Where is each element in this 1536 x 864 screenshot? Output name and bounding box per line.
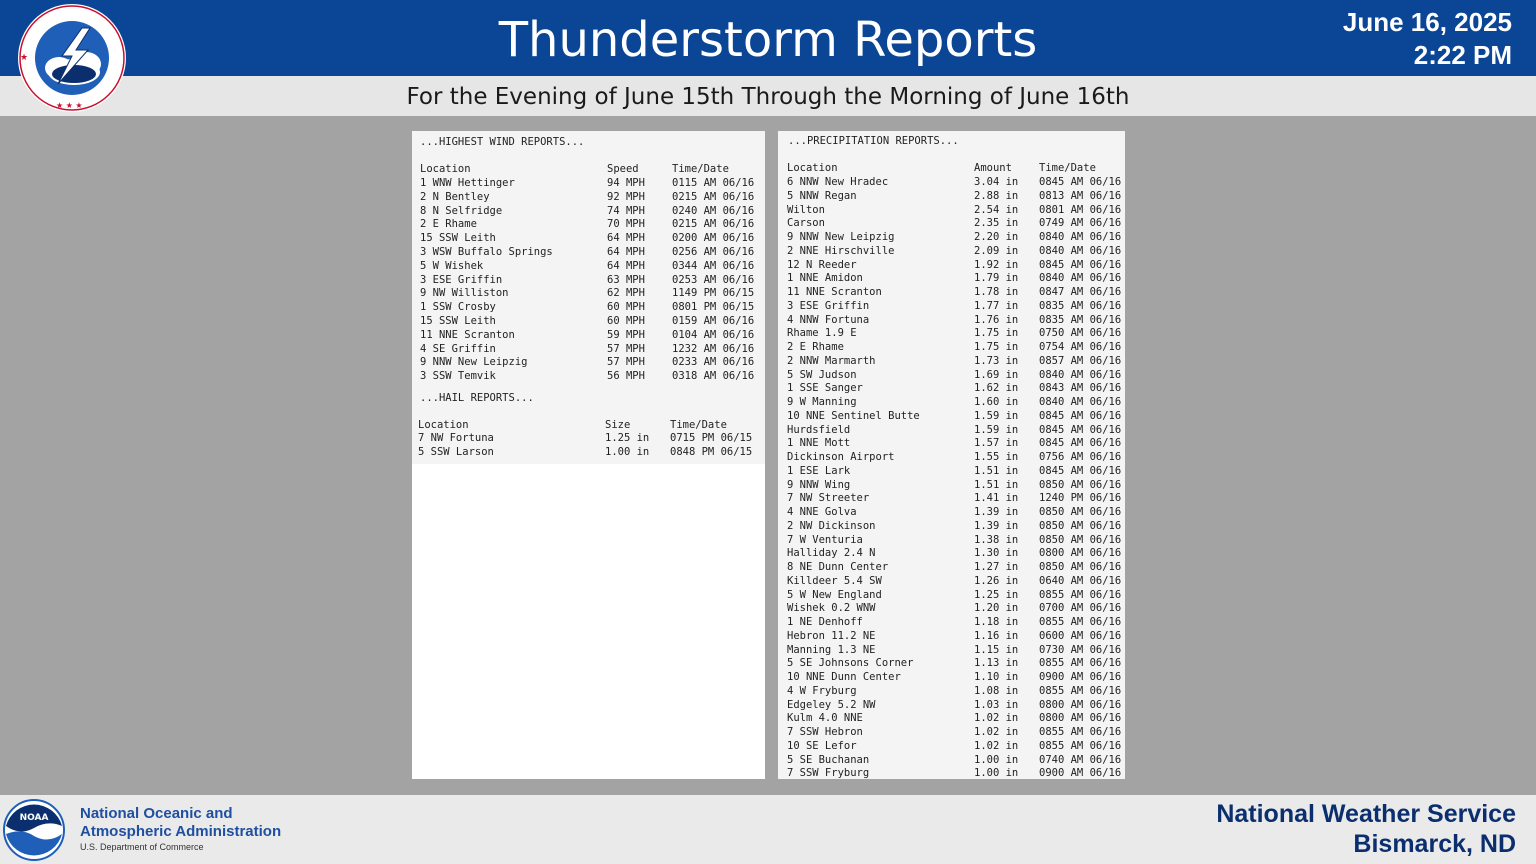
nws-logo-icon (12, 2, 132, 114)
wind-cell-time: 0200 AM 06/16 (672, 232, 755, 245)
precip-cell-value: 1.03 in (974, 698, 1019, 711)
wind-cell-location: 3 ESE Griffin (420, 273, 503, 286)
wind-col-time: Time/Date (672, 163, 729, 175)
precip-section-title: ...PRECIPITATION REPORTS... (788, 135, 959, 147)
precip-cell-value: 2.20 in (974, 231, 1019, 243)
precip-cell-time: 0840 AM 06/16 (1039, 368, 1122, 381)
precip-cell-location: 1 NNE Amidon (787, 272, 863, 285)
precip-col-time: Time/Date (1039, 162, 1096, 174)
precip-cell-value: 1.10 in (974, 671, 1019, 683)
precip-cell-value: 1.26 in (974, 574, 1019, 587)
precip-cell-time: 0845 AM 06/16 (1039, 409, 1122, 422)
wind-cell-location: 8 N Selfridge (420, 204, 503, 217)
precip-cell-time: 0600 AM 06/16 (1039, 629, 1122, 642)
precip-cell-location: Carson (787, 217, 825, 230)
hail-cell-location: 7 NW Fortuna (418, 432, 494, 444)
wind-cell-value: 62 MPH (607, 287, 645, 300)
precip-cell-value: 1.60 in (974, 396, 1019, 408)
precip-cell-time: 0845 AM 06/16 (1039, 423, 1122, 436)
precip-cell-location: 1 NE Denhoff (787, 616, 863, 628)
precip-cell-time: 0847 AM 06/16 (1039, 286, 1122, 298)
wind-cell-location: 15 SSW Leith (420, 232, 496, 245)
precip-cell-value: 1.75 in (974, 327, 1019, 340)
precip-cell-time: 0840 AM 06/16 (1039, 244, 1122, 257)
wind-cell-value: 64 MPH (607, 246, 645, 258)
page-title: Thunderstorm Reports (498, 12, 1038, 68)
precip-cell-location: 11 NNE Scranton (787, 286, 882, 298)
precip-cell-location: Killdeer 5.4 SW (787, 574, 882, 587)
precip-cell-location: 4 NNW Fortuna (787, 313, 870, 326)
wind-cell-location: 11 NNE Scranton (420, 328, 515, 341)
precip-cell-value: 1.78 in (974, 286, 1019, 298)
wind-cell-time: 0104 AM 06/16 (672, 328, 755, 341)
noaa-logo-icon (2, 798, 66, 862)
precip-cell-location: Halliday 2.4 N (787, 547, 876, 560)
precip-cell-time: 0850 AM 06/16 (1039, 506, 1122, 518)
hail-cell-value: 1.25 in (605, 432, 650, 444)
precip-cell-location: 10 SE Lefor (787, 739, 857, 752)
precip-cell-time: 0850 AM 06/16 (1039, 533, 1122, 546)
precip-cell-location: Hurdsfield (787, 423, 851, 436)
precip-cell-time: 0730 AM 06/16 (1039, 643, 1122, 656)
wind-cell-time: 0256 AM 06/16 (672, 246, 755, 258)
precip-cell-location: 9 NNW New Leipzig (787, 231, 895, 243)
noaa-name-line2: Atmospheric Administration (80, 823, 282, 840)
precip-cell-location: Wishek 0.2 WNW (787, 602, 876, 615)
precip-cell-location: 2 NW Dickinson (787, 519, 876, 532)
wind-col-location: Location (420, 163, 471, 175)
hail-col-size: Size (605, 419, 631, 431)
precip-cell-location: 9 W Manning (787, 396, 857, 408)
precip-cell-time: 0700 AM 06/16 (1039, 602, 1122, 615)
precip-cell-value: 1.92 in (974, 258, 1019, 271)
precip-cell-time: 0754 AM 06/16 (1039, 341, 1122, 353)
office-line1: National Weather Service (1216, 800, 1516, 828)
wind-cell-location: 2 E Rhame (420, 218, 477, 231)
precip-cell-value: 1.02 in (974, 712, 1019, 725)
page-subtitle: For the Evening of June 15th Through the Morning of June 16th (406, 84, 1130, 110)
precip-cell-time: 0857 AM 06/16 (1039, 354, 1122, 367)
precip-cell-time: 0850 AM 06/16 (1039, 561, 1122, 573)
precip-cell-value: 2.09 in (974, 244, 1019, 257)
precip-cell-value: 1.30 in (974, 547, 1019, 560)
precip-cell-time: 0855 AM 06/16 (1039, 684, 1122, 697)
precip-cell-time: 0855 AM 06/16 (1039, 657, 1122, 670)
wind-cell-time: 0159 AM 06/16 (672, 315, 755, 327)
precip-cell-time: 0900 AM 06/16 (1039, 671, 1122, 683)
precip-cell-location: 7 W Venturia (787, 533, 863, 546)
hail-section-title: ...HAIL REPORTS... (420, 392, 534, 404)
date-time (1343, 6, 1512, 72)
precip-cell-location: 7 SSW Fryburg (787, 767, 870, 779)
time-text: 2:22 PM (1413, 40, 1512, 70)
precip-cell-value: 1.79 in (974, 272, 1019, 285)
precip-cell-location: Wilton (787, 203, 825, 216)
precip-cell-value: 1.02 in (974, 739, 1019, 752)
subtitle-bar (0, 76, 1536, 116)
wind-cell-value: 64 MPH (607, 232, 645, 245)
precip-cell-time: 1240 PM 06/16 (1039, 492, 1122, 505)
wind-cell-value: 57 MPH (607, 342, 645, 355)
precip-cell-value: 1.27 in (974, 561, 1019, 573)
precip-cell-time: 0850 AM 06/16 (1039, 478, 1122, 491)
precip-cell-time: 0850 AM 06/16 (1039, 519, 1122, 532)
wind-cell-value: 64 MPH (607, 259, 645, 272)
precip-cell-value: 1.18 in (974, 616, 1019, 628)
precip-cell-location: 10 NNE Dunn Center (787, 671, 901, 683)
date-text: June 16, 2025 (1342, 7, 1512, 37)
noaa-name (80, 805, 281, 841)
wind-cell-value: 56 MPH (607, 370, 645, 383)
wind-cell-location: 15 SSW Leith (420, 315, 496, 327)
precip-cell-location: 5 SE Johnsons Corner (787, 657, 914, 670)
hail-cell-time: 0715 PM 06/15 (670, 432, 753, 444)
precip-cell-time: 0840 AM 06/16 (1039, 231, 1122, 243)
wind-col-speed: Speed (607, 163, 639, 175)
precip-cell-location: 7 NW Streeter (787, 492, 870, 505)
precip-cell-time: 0855 AM 06/16 (1039, 739, 1122, 752)
precip-cell-location: 4 NNE Golva (787, 506, 857, 518)
precip-cell-value: 1.08 in (974, 684, 1019, 697)
precip-cell-location: Edgeley 5.2 NW (787, 698, 876, 711)
precip-cell-value: 1.38 in (974, 533, 1019, 546)
wind-cell-location: 9 NW Williston (420, 287, 509, 300)
precip-cell-location: 4 W Fryburg (787, 684, 857, 697)
precip-cell-time: 0750 AM 06/16 (1039, 327, 1122, 340)
precip-cell-location: Rhame 1.9 E (787, 327, 857, 340)
wind-cell-value: 63 MPH (607, 273, 645, 286)
precip-cell-value: 1.51 in (974, 464, 1019, 477)
precip-cell-location: 3 ESE Griffin (787, 299, 870, 312)
precip-cell-value: 1.77 in (974, 299, 1019, 312)
precip-cell-value: 1.20 in (974, 602, 1019, 615)
precip-cell-time: 0800 AM 06/16 (1039, 712, 1122, 725)
precip-cell-time: 0840 AM 06/16 (1039, 396, 1122, 408)
wind-cell-location: 2 N Bentley (420, 190, 490, 203)
wind-hail-panel (412, 131, 765, 779)
precip-cell-value: 1.69 in (974, 368, 1019, 381)
precip-col-location: Location (787, 162, 838, 174)
precip-cell-value: 2.54 in (974, 203, 1019, 216)
precip-cell-location: 12 N Reeder (787, 258, 857, 271)
noaa-dept: U.S. Department of Commerce (80, 842, 204, 852)
wind-cell-time: 0215 AM 06/16 (672, 190, 755, 203)
precip-cell-time: 0800 AM 06/16 (1039, 698, 1122, 711)
precip-cell-value: 2.88 in (974, 189, 1019, 202)
precip-cell-time: 0900 AM 06/16 (1039, 767, 1122, 779)
precip-cell-value: 1.57 in (974, 437, 1019, 450)
precip-cell-value: 1.16 in (974, 629, 1019, 642)
precip-cell-location: 5 W New England (787, 588, 882, 601)
precip-cell-value: 1.00 in (974, 753, 1019, 766)
wind-cell-location: 1 SSW Crosby (420, 301, 496, 314)
wind-cell-time: 0253 AM 06/16 (672, 273, 755, 286)
precip-cell-location: 2 NNW Marmarth (787, 354, 876, 367)
precip-cell-value: 1.55 in (974, 451, 1019, 463)
precip-cell-location: Dickinson Airport (787, 451, 895, 463)
precip-cell-location: 5 SE Buchanan (787, 753, 870, 766)
precip-cell-location: 1 SSE Sanger (787, 382, 863, 395)
precip-cell-time: 0800 AM 06/16 (1039, 547, 1122, 560)
wind-cell-time: 0240 AM 06/16 (672, 204, 755, 217)
precip-cell-time: 0840 AM 06/16 (1039, 272, 1122, 285)
precip-panel (778, 131, 1125, 779)
precip-cell-value: 1.02 in (974, 726, 1019, 738)
header-bar (0, 0, 1536, 76)
precip-cell-location: 5 NNW Regan (787, 189, 857, 202)
precip-cell-value: 1.59 in (974, 423, 1019, 436)
precip-cell-time: 0835 AM 06/16 (1039, 299, 1122, 312)
wind-cell-time: 0233 AM 06/16 (672, 356, 755, 369)
precip-cell-time: 0845 AM 06/16 (1039, 464, 1122, 477)
hail-col-time: Time/Date (670, 419, 727, 431)
precip-cell-value: 1.13 in (974, 657, 1019, 670)
office-line2: Bismarck, ND (1353, 830, 1516, 858)
wind-cell-time: 1149 PM 06/15 (672, 287, 755, 300)
wind-cell-value: 60 MPH (607, 301, 645, 314)
precip-cell-value: 1.73 in (974, 354, 1019, 367)
precip-cell-time: 0813 AM 06/16 (1039, 189, 1122, 202)
wind-cell-time: 0344 AM 06/16 (672, 259, 755, 272)
wind-cell-value: 94 MPH (607, 177, 645, 189)
precip-cell-time: 0855 AM 06/16 (1039, 588, 1122, 601)
precip-col-amount: Amount (974, 162, 1012, 174)
precip-cell-location: 2 E Rhame (787, 341, 844, 353)
precip-cell-value: 1.00 in (974, 767, 1019, 779)
wind-cell-location: 1 WNW Hettinger (420, 177, 515, 189)
wind-section-title: ...HIGHEST WIND REPORTS... (420, 136, 585, 148)
hail-col-location: Location (418, 419, 469, 431)
precip-cell-value: 1.76 in (974, 313, 1019, 326)
precip-cell-location: Manning 1.3 NE (787, 643, 876, 656)
hail-cell-location: 5 SSW Larson (418, 445, 494, 458)
precip-cell-location: 8 NE Dunn Center (787, 561, 889, 573)
noaa-logo-text: NOAA (19, 813, 49, 823)
precip-cell-location: 5 SW Judson (787, 368, 857, 381)
wind-cell-value: 92 MPH (607, 190, 645, 203)
wind-cell-location: 9 NNW New Leipzig (420, 356, 528, 369)
precip-cell-location: 1 ESE Lark (787, 464, 851, 477)
precip-cell-location: Kulm 4.0 NNE (787, 712, 863, 725)
precip-cell-time: 0845 AM 06/16 (1039, 437, 1122, 450)
precip-cell-location: Hebron 11.2 NE (787, 629, 876, 642)
precip-header-row (787, 162, 1096, 176)
footer-bar (0, 795, 1536, 864)
precip-cell-value: 1.59 in (974, 409, 1019, 422)
precip-cell-time: 0835 AM 06/16 (1039, 313, 1122, 326)
precip-cell-time: 0749 AM 06/16 (1039, 217, 1122, 230)
precip-cell-location: 10 NNE Sentinel Butte (787, 409, 920, 422)
wind-header-row (420, 163, 729, 177)
wind-cell-time: 0801 PM 06/15 (672, 301, 755, 314)
hail-cell-value: 1.00 in (605, 445, 650, 458)
wind-cell-value: 60 MPH (607, 315, 645, 327)
precip-cell-value: 3.04 in (974, 176, 1019, 188)
precip-cell-value: 1.39 in (974, 506, 1019, 518)
precip-cell-time: 0855 AM 06/16 (1039, 616, 1122, 628)
wind-cell-location: 5 W Wishek (420, 259, 484, 272)
precip-cell-time: 0845 AM 06/16 (1039, 176, 1122, 188)
precip-cell-time: 0756 AM 06/16 (1039, 451, 1122, 463)
wind-cell-value: 74 MPH (607, 204, 645, 217)
wind-cell-location: 3 SSW Temvik (420, 370, 496, 383)
precip-cell-location: 2 NNE Hirschville (787, 244, 895, 257)
noaa-name-line1: National Oceanic and (80, 805, 233, 822)
precip-cell-value: 1.41 in (974, 492, 1019, 505)
wind-cell-value: 59 MPH (607, 328, 645, 341)
precip-cell-time: 0845 AM 06/16 (1039, 258, 1122, 271)
precip-cell-value: 1.15 in (974, 643, 1019, 656)
precip-cell-value: 1.51 in (974, 478, 1019, 491)
precip-cell-location: 1 NNE Mott (787, 437, 851, 450)
precip-cell-time: 0801 AM 06/16 (1039, 203, 1122, 216)
precip-cell-time: 0855 AM 06/16 (1039, 726, 1122, 738)
precip-cell-time: 0640 AM 06/16 (1039, 574, 1122, 587)
precip-cell-location: 7 SSW Hebron (787, 726, 863, 738)
hail-cell-time: 0848 PM 06/15 (670, 445, 753, 458)
hail-header-row (418, 419, 727, 433)
precip-cell-time: 0843 AM 06/16 (1039, 382, 1122, 395)
precip-cell-value: 1.62 in (974, 382, 1019, 395)
precip-cell-value: 1.75 in (974, 341, 1019, 353)
wind-cell-time: 1232 AM 06/16 (672, 342, 755, 355)
wind-cell-time: 0318 AM 06/16 (672, 370, 755, 383)
precip-cell-value: 2.35 in (974, 217, 1019, 230)
precip-cell-value: 1.25 in (974, 588, 1019, 601)
wind-cell-location: 4 SE Griffin (420, 342, 496, 355)
svg-text:★ ★ ★: ★ ★ ★ (56, 101, 83, 110)
wind-cell-value: 57 MPH (607, 356, 645, 369)
wind-cell-time: 0115 AM 06/16 (672, 177, 755, 189)
precip-cell-location: 9 NNW Wing (787, 478, 851, 491)
svg-text:★: ★ (20, 53, 29, 63)
wind-cell-time: 0215 AM 06/16 (672, 218, 755, 231)
office-name (1216, 799, 1516, 859)
wind-cell-location: 3 WSW Buffalo Springs (420, 246, 553, 258)
precip-cell-value: 1.39 in (974, 519, 1019, 532)
wind-cell-value: 70 MPH (607, 218, 645, 231)
precip-cell-time: 0740 AM 06/16 (1039, 753, 1122, 766)
precip-cell-location: 6 NNW New Hradec (787, 176, 889, 188)
